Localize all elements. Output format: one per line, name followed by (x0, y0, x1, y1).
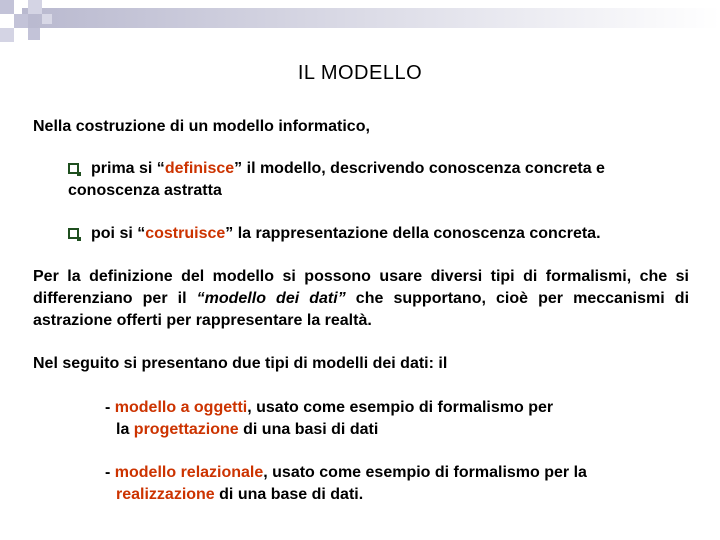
bullet-item (68, 158, 708, 180)
square-bullet-icon (68, 163, 79, 174)
model-item-line2 (116, 419, 378, 441)
item-dash: - (105, 399, 115, 416)
paragraph-part: Per la definizione del modello si possono usare diversi tipi di formalismi, che si differenziano per il (33, 268, 689, 307)
item-line2-term: realizzazione (116, 486, 215, 503)
square-bullet-icon (68, 228, 79, 239)
item-line2-suffix: di una base di dati. (214, 486, 364, 503)
item-term: modello a oggetti (114, 399, 248, 416)
item-dash: - (105, 464, 115, 481)
header-decoration (0, 0, 720, 50)
paragraph-part: che supportano, cioè per meccanismi di astrazione offerti per rappresentare la realtà. (33, 290, 690, 329)
item-line2-suffix: di una basi di dati (238, 421, 379, 438)
paragraph-seguito: Nel seguito si presentano due tipi di modelli dei dati: il (33, 355, 448, 372)
item-line2-prefix: la (116, 421, 134, 438)
intro-text: Nella costruzione di un modello informatico, (33, 118, 370, 135)
bullet-item (68, 223, 708, 245)
model-item (105, 462, 587, 484)
item-term: modello relazionale (114, 464, 264, 481)
bullet-suffix: ” il modello, descrivendo conoscenza concreta e (234, 160, 605, 177)
bullet-suffix: ” la rappresentazione della conoscenza concreta. (225, 225, 601, 242)
slide-title: IL MODELLO (297, 62, 423, 84)
paragraph-formalismi (33, 266, 689, 332)
item-line2-term: progettazione (133, 421, 239, 438)
paragraph-italic-term: “modello dei dati” (196, 290, 346, 307)
item-text: , usato come esempio di formalismo per (247, 399, 554, 416)
bullet-term: definisce (164, 160, 235, 177)
bullet-continuation: conoscenza astratta (68, 182, 222, 199)
bullet-term: costruisce (145, 225, 226, 242)
model-item-line2 (116, 484, 363, 506)
bullet-prefix: poi si “ (91, 225, 146, 242)
item-text: , usato come esempio di formalismo per la (263, 464, 587, 481)
model-item (105, 397, 553, 419)
bullet-prefix: prima si “ (91, 160, 165, 177)
